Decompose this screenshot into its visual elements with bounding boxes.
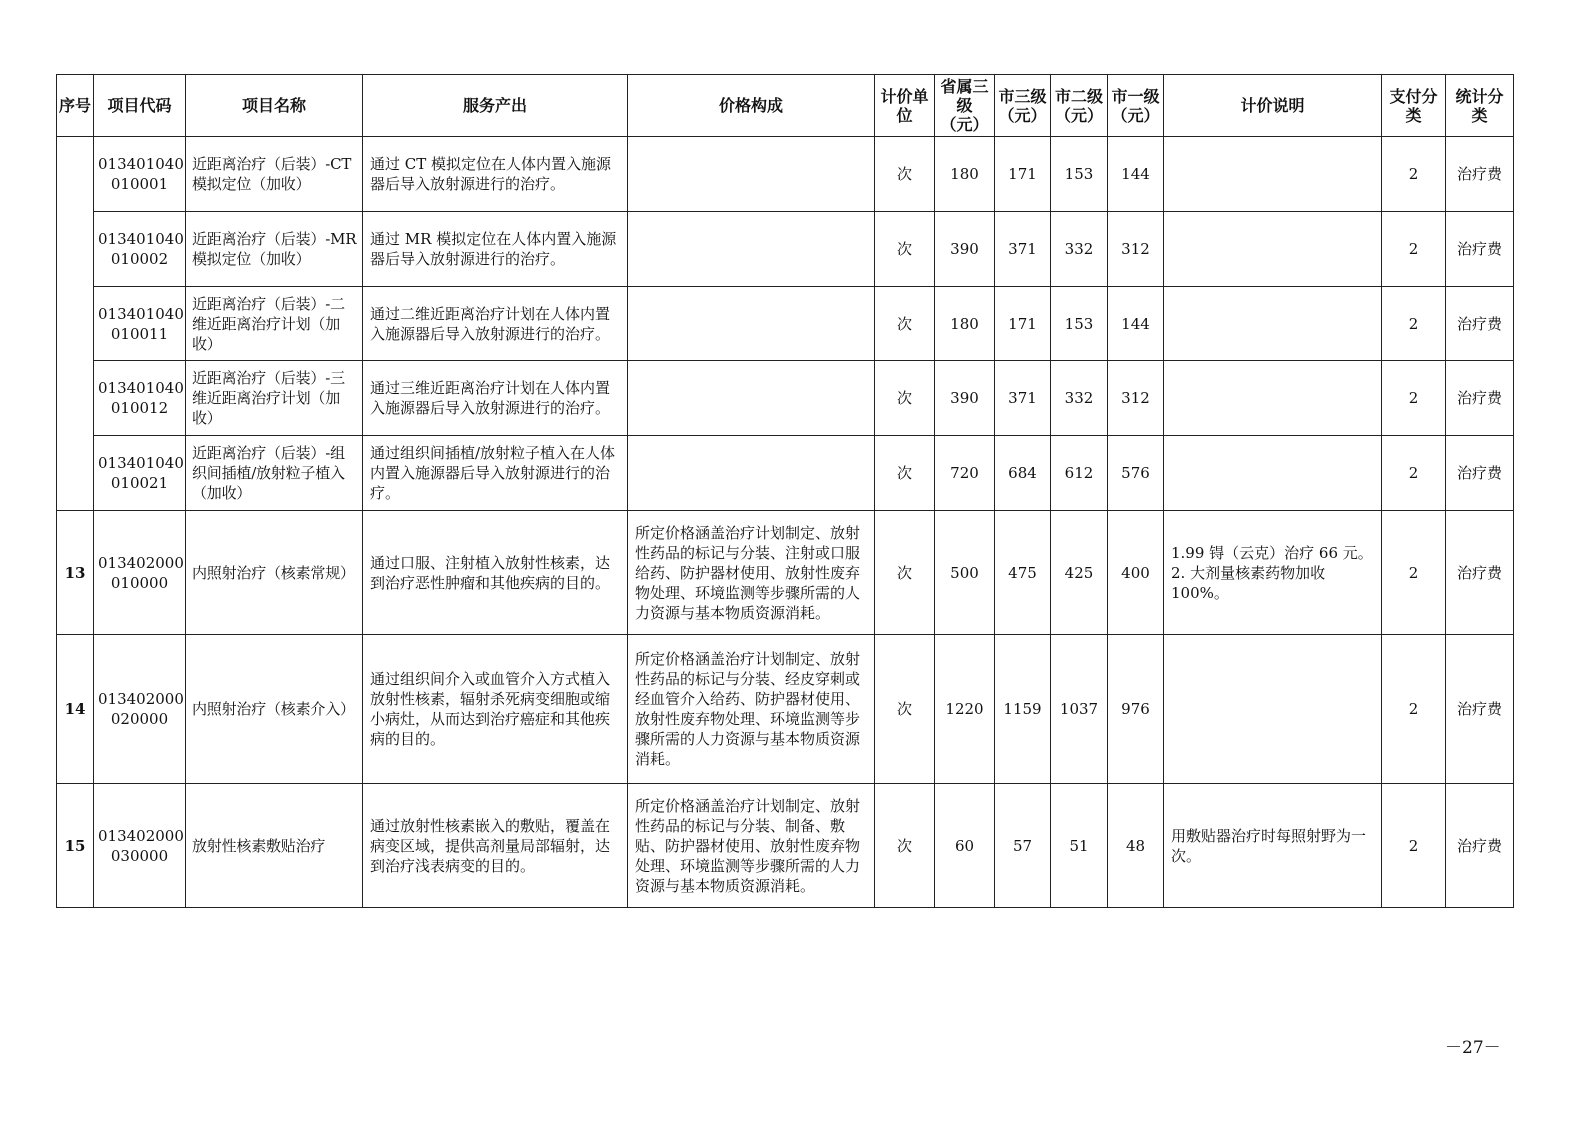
service-cell: 通过放射性核素嵌入的敷贴，覆盖在病变区域，提供高剂量局部辐射，达到治疗浅表病变的目的。 xyxy=(363,784,628,908)
header-pay: 支付分类 xyxy=(1382,75,1446,137)
header-service: 服务产出 xyxy=(363,75,628,137)
code-cell: 013402000 010000 xyxy=(94,511,186,635)
city2-price-cell: 153 xyxy=(1051,287,1108,361)
city2-price-cell: 332 xyxy=(1051,361,1108,436)
city1-price-cell: 576 xyxy=(1108,436,1164,511)
city3-price-cell: 371 xyxy=(995,212,1051,287)
pay-class-cell: 2 xyxy=(1382,212,1446,287)
table-row xyxy=(57,635,1514,784)
stat-class-cell: 治疗费 xyxy=(1446,784,1514,908)
remark-cell xyxy=(1164,361,1382,436)
name-cell: 近距离治疗（后装）-组织间插植/放射粒子植入（加收） xyxy=(186,436,363,511)
city2-price-cell: 1037 xyxy=(1051,635,1108,784)
remark-cell xyxy=(1164,635,1382,784)
pay-class-cell: 2 xyxy=(1382,361,1446,436)
city3-price-cell: 371 xyxy=(995,361,1051,436)
pay-class-cell: 2 xyxy=(1382,287,1446,361)
city1-price-cell: 48 xyxy=(1108,784,1164,908)
remark-cell xyxy=(1164,287,1382,361)
seq-cell: 15 xyxy=(57,784,94,908)
pay-class-cell: 2 xyxy=(1382,784,1446,908)
provincial-price-cell: 180 xyxy=(935,137,995,212)
unit-cell: 次 xyxy=(875,784,935,908)
table-header-row xyxy=(57,75,1514,137)
name-cell: 近距离治疗（后装）-二维近距离治疗计划（加收） xyxy=(186,287,363,361)
pay-class-cell: 2 xyxy=(1382,635,1446,784)
header-remark: 计价说明 xyxy=(1164,75,1382,137)
price-composition-cell xyxy=(628,287,875,361)
unit-cell: 次 xyxy=(875,511,935,635)
unit-cell: 次 xyxy=(875,436,935,511)
pay-class-cell: 2 xyxy=(1382,511,1446,635)
pay-class-cell: 2 xyxy=(1382,137,1446,212)
city1-price-cell: 312 xyxy=(1108,212,1164,287)
city1-price-cell: 144 xyxy=(1108,287,1164,361)
name-cell: 放射性核素敷贴治疗 xyxy=(186,784,363,908)
header-provincial: 省属三级（元） xyxy=(935,75,995,137)
fee-schedule-table xyxy=(56,74,1514,908)
unit-cell: 次 xyxy=(875,635,935,784)
code-cell: 013401040 010011 xyxy=(94,287,186,361)
service-cell: 通过 CT 模拟定位在人体内置入施源器后导入放射源进行的治疗。 xyxy=(363,137,628,212)
stat-class-cell: 治疗费 xyxy=(1446,511,1514,635)
price-composition-cell xyxy=(628,436,875,511)
unit-cell: 次 xyxy=(875,137,935,212)
stat-class-cell: 治疗费 xyxy=(1446,212,1514,287)
provincial-price-cell: 720 xyxy=(935,436,995,511)
city3-price-cell: 171 xyxy=(995,137,1051,212)
price-composition-cell: 所定价格涵盖治疗计划制定、放射性药品的标记与分装、经皮穿刺或经血管介入给药、防护器材使用、放射性废弃物处理、环境监测等步骤所需的人力资源与基本物质资源消耗。 xyxy=(628,635,875,784)
city3-price-cell: 475 xyxy=(995,511,1051,635)
stat-class-cell: 治疗费 xyxy=(1446,361,1514,436)
price-composition-cell: 所定价格涵盖治疗计划制定、放射性药品的标记与分装、制备、敷贴、防护器材使用、放射性废弃物处理、环境监测等步骤所需的人力资源与基本物质资源消耗。 xyxy=(628,784,875,908)
city3-price-cell: 684 xyxy=(995,436,1051,511)
remark-cell xyxy=(1164,212,1382,287)
price-composition-cell xyxy=(628,137,875,212)
service-cell: 通过三维近距离治疗计划在人体内置入施源器后导入放射源进行的治疗。 xyxy=(363,361,628,436)
name-cell: 近距离治疗（后装）-MR 模拟定位（加收） xyxy=(186,212,363,287)
header-stat: 统计分类 xyxy=(1446,75,1514,137)
city2-price-cell: 612 xyxy=(1051,436,1108,511)
city3-price-cell: 171 xyxy=(995,287,1051,361)
stat-class-cell: 治疗费 xyxy=(1446,137,1514,212)
city2-price-cell: 153 xyxy=(1051,137,1108,212)
table-row xyxy=(57,784,1514,908)
provincial-price-cell: 1220 xyxy=(935,635,995,784)
table-row xyxy=(57,212,1514,287)
code-cell: 013402000 030000 xyxy=(94,784,186,908)
remark-cell: 1.99 锝（云克）治疗 66 元。2. 大剂量核素药物加收 100%。 xyxy=(1164,511,1382,635)
city1-price-cell: 976 xyxy=(1108,635,1164,784)
code-cell: 013401040 010012 xyxy=(94,361,186,436)
pay-class-cell: 2 xyxy=(1382,436,1446,511)
stat-class-cell: 治疗费 xyxy=(1446,436,1514,511)
header-seq: 序号 xyxy=(57,75,94,137)
name-cell: 近距离治疗（后装）-CT 模拟定位（加收） xyxy=(186,137,363,212)
provincial-price-cell: 60 xyxy=(935,784,995,908)
code-cell: 013401040 010001 xyxy=(94,137,186,212)
service-cell: 通过 MR 模拟定位在人体内置入施源器后导入放射源进行的治疗。 xyxy=(363,212,628,287)
seq-cell: 14 xyxy=(57,635,94,784)
table-row xyxy=(57,361,1514,436)
city2-price-cell: 425 xyxy=(1051,511,1108,635)
city1-price-cell: 312 xyxy=(1108,361,1164,436)
table-row xyxy=(57,287,1514,361)
service-cell: 通过组织间插植/放射粒子植入在人体内置入施源器后导入放射源进行的治疗。 xyxy=(363,436,628,511)
city1-price-cell: 144 xyxy=(1108,137,1164,212)
table-row xyxy=(57,436,1514,511)
header-unit: 计价单位 xyxy=(875,75,935,137)
city3-price-cell: 57 xyxy=(995,784,1051,908)
unit-cell: 次 xyxy=(875,287,935,361)
provincial-price-cell: 390 xyxy=(935,212,995,287)
header-city2: 市二级（元） xyxy=(1051,75,1108,137)
page-number: －27－ xyxy=(1445,1038,1501,1058)
price-composition-cell xyxy=(628,212,875,287)
header-city3: 市三级（元） xyxy=(995,75,1051,137)
stat-class-cell: 治疗费 xyxy=(1446,635,1514,784)
seq-cell xyxy=(57,137,94,511)
city2-price-cell: 51 xyxy=(1051,784,1108,908)
price-composition-cell xyxy=(628,361,875,436)
city2-price-cell: 332 xyxy=(1051,212,1108,287)
seq-cell: 13 xyxy=(57,511,94,635)
code-cell: 013401040 010021 xyxy=(94,436,186,511)
name-cell: 近距离治疗（后装）-三维近距离治疗计划（加收） xyxy=(186,361,363,436)
table-row xyxy=(57,511,1514,635)
header-name: 项目名称 xyxy=(186,75,363,137)
header-price-composition: 价格构成 xyxy=(628,75,875,137)
header-code: 项目代码 xyxy=(94,75,186,137)
provincial-price-cell: 500 xyxy=(935,511,995,635)
stat-class-cell: 治疗费 xyxy=(1446,287,1514,361)
remark-cell xyxy=(1164,436,1382,511)
name-cell: 内照射治疗（核素常规） xyxy=(186,511,363,635)
provincial-price-cell: 180 xyxy=(935,287,995,361)
unit-cell: 次 xyxy=(875,361,935,436)
price-composition-cell: 所定价格涵盖治疗计划制定、放射性药品的标记与分装、注射或口服给药、防护器材使用、放射性废弃物处理、环境监测等步骤所需的人力资源与基本物质资源消耗。 xyxy=(628,511,875,635)
header-city1: 市一级（元） xyxy=(1108,75,1164,137)
code-cell: 013401040 010002 xyxy=(94,212,186,287)
code-cell: 013402000 020000 xyxy=(94,635,186,784)
city1-price-cell: 400 xyxy=(1108,511,1164,635)
name-cell: 内照射治疗（核素介入） xyxy=(186,635,363,784)
unit-cell: 次 xyxy=(875,212,935,287)
service-cell: 通过二维近距离治疗计划在人体内置入施源器后导入放射源进行的治疗。 xyxy=(363,287,628,361)
provincial-price-cell: 390 xyxy=(935,361,995,436)
service-cell: 通过组织间介入或血管介入方式植入放射性核素，辐射杀死病变细胞或缩小病灶，从而达到治疗癌症和其他疾病的目的。 xyxy=(363,635,628,784)
city3-price-cell: 1159 xyxy=(995,635,1051,784)
service-cell: 通过口服、注射植入放射性核素，达到治疗恶性肿瘤和其他疾病的目的。 xyxy=(363,511,628,635)
table-row xyxy=(57,137,1514,212)
remark-cell: 用敷贴器治疗时每照射野为一次。 xyxy=(1164,784,1382,908)
remark-cell xyxy=(1164,137,1382,212)
